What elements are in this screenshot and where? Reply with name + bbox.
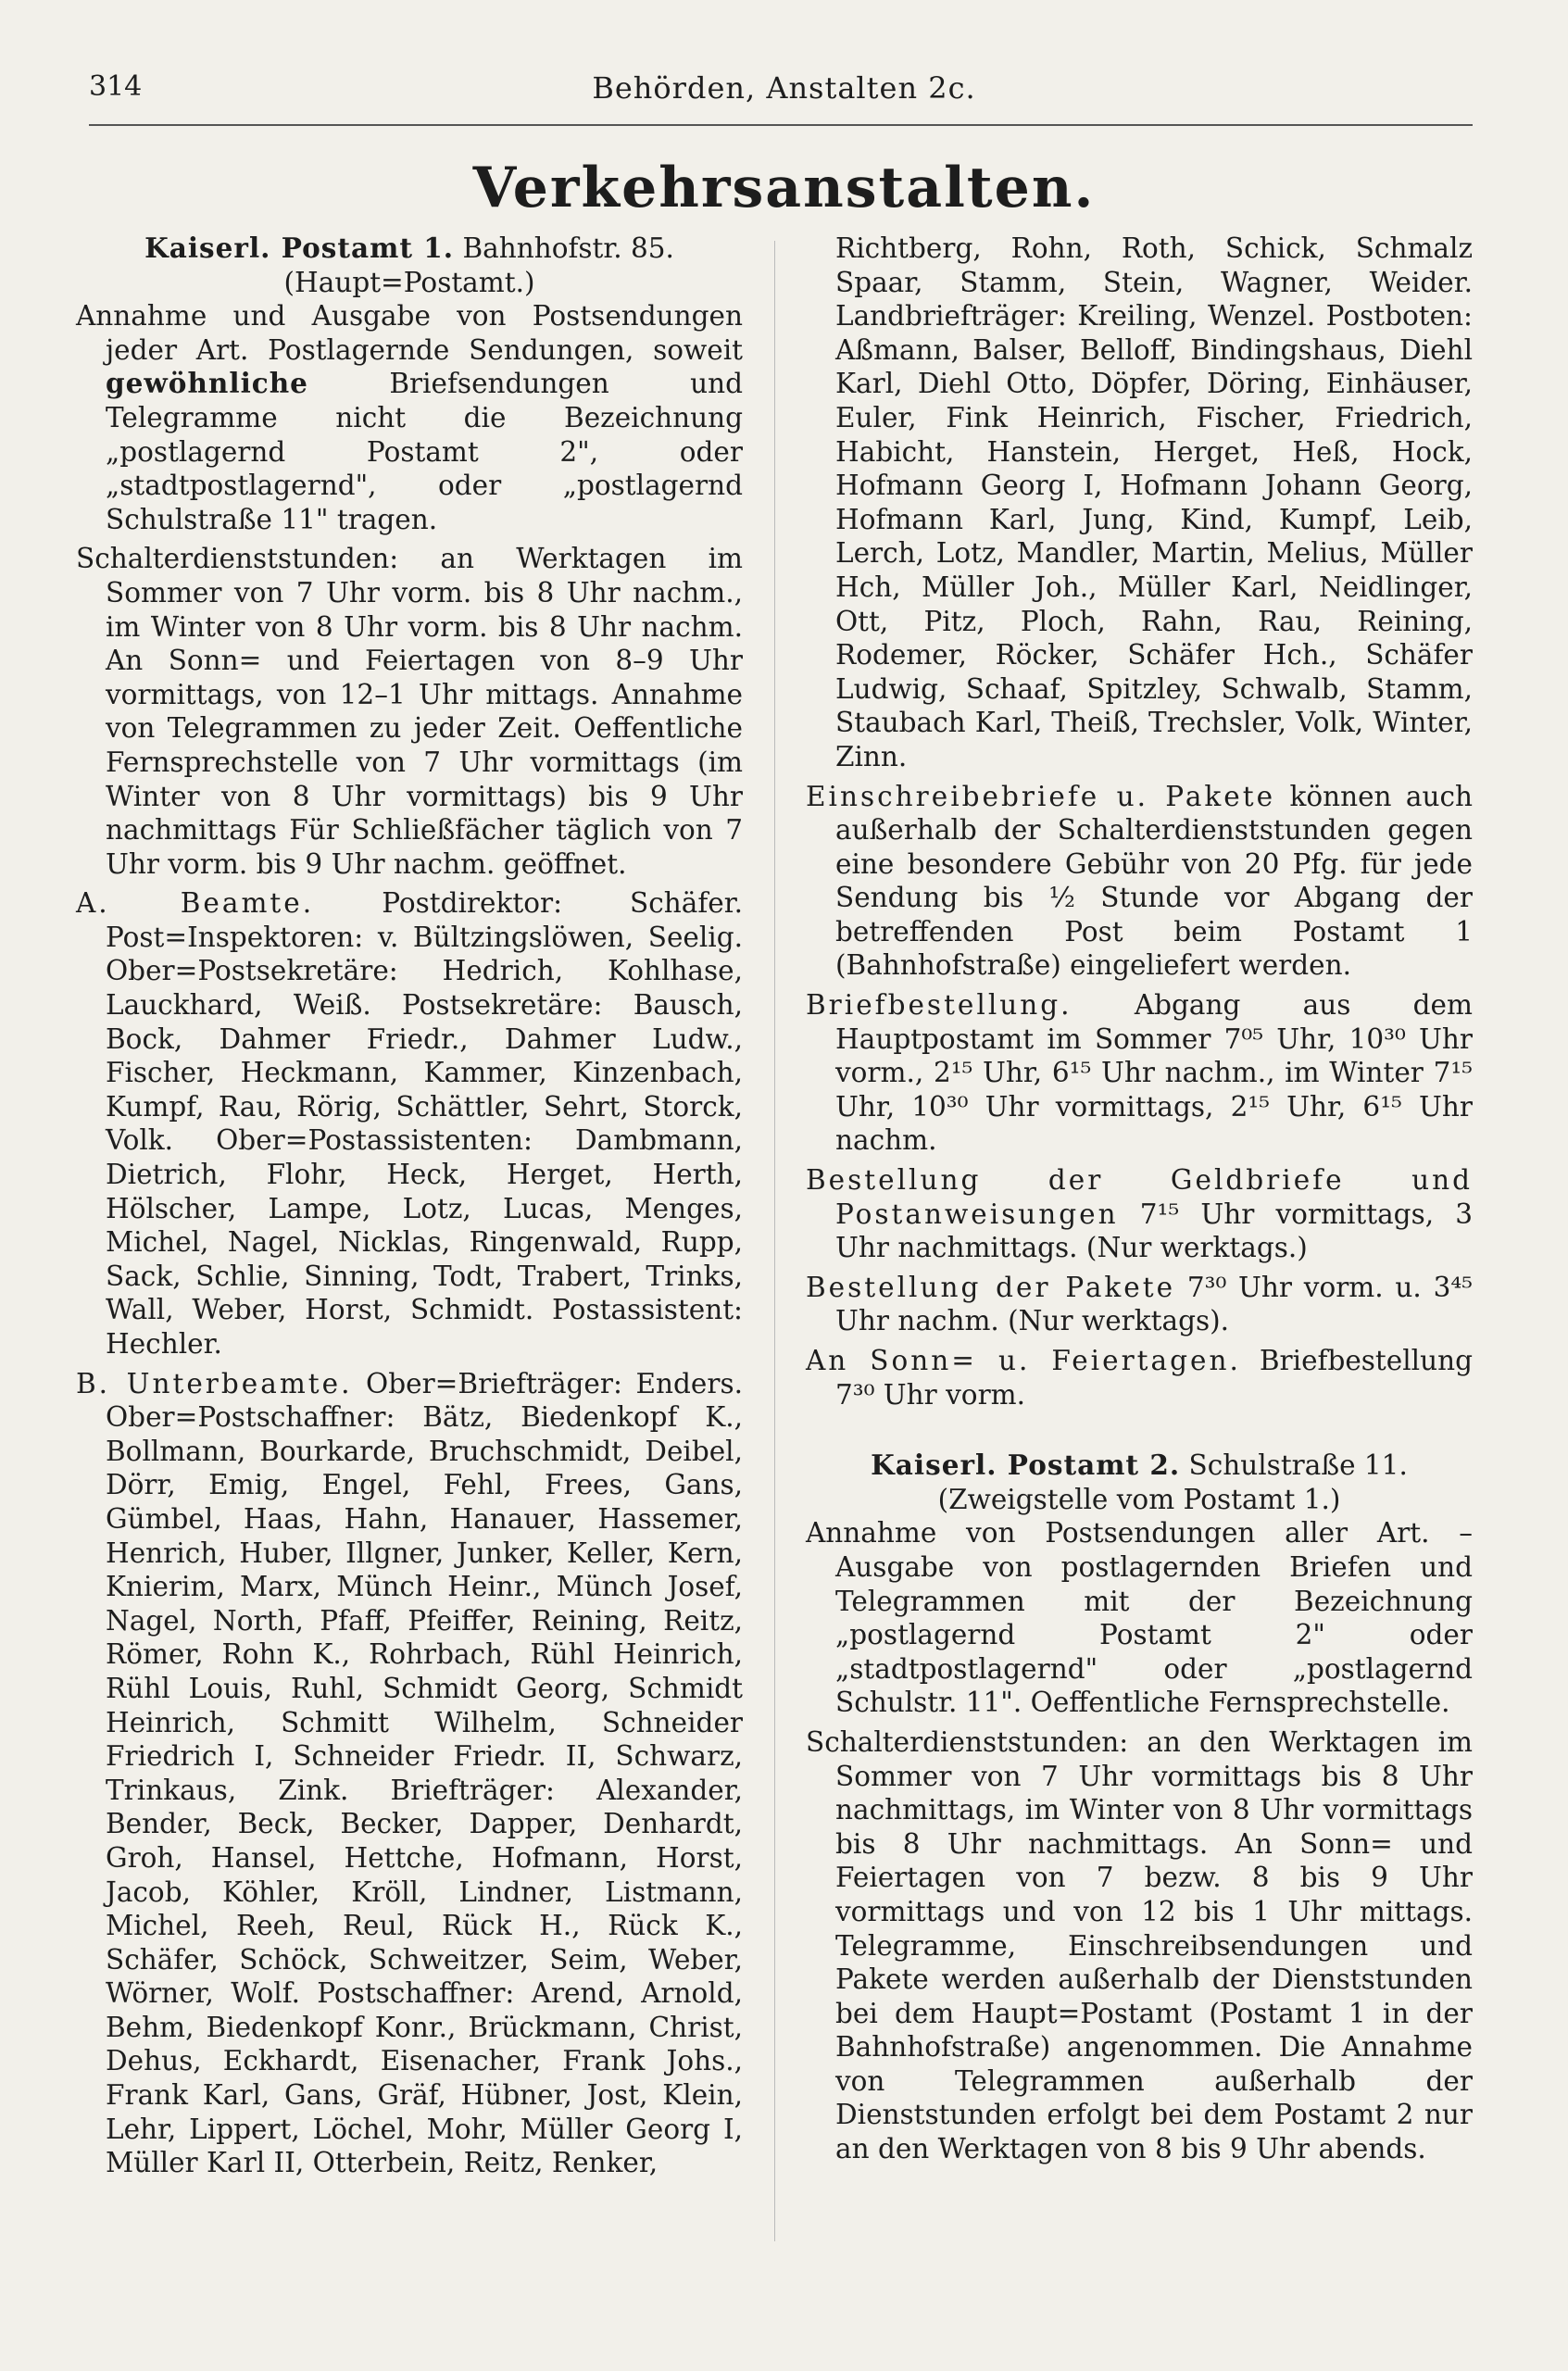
- postamt1-address: Bahnhofstr. 85.: [462, 232, 674, 264]
- postamt1-beamte: [76, 886, 743, 1361]
- einschreib-label: Einschreibebriefe u. Pakete: [806, 780, 1276, 812]
- sonntag-bestellung: [806, 1344, 1473, 1411]
- briefbestellung: [806, 988, 1473, 1158]
- postamt1-heading: [76, 232, 743, 266]
- postamt2-title: Kaiserl. Postamt 2.: [871, 1449, 1181, 1482]
- postamt1-annahme: [76, 299, 743, 536]
- sonntag-text: Briefbestellung 7³⁰ Uhr vorm.: [835, 1345, 1473, 1411]
- einschreib-text: können auch außerhalb der Schalterdienststunden gegen eine besondere Gebühr von 20 Pfg. für jede Sendung bis ½ Stunde vor Abgang der betreffenden Post beim Postamt 1 (Bahnhofstraße) eingeliefert werden.: [835, 780, 1473, 982]
- running-title: Behörden, Anstalten 2c.: [592, 70, 976, 106]
- einschreibebriefe: [806, 780, 1473, 984]
- pakete-text: 7³⁰ Uhr vorm. u. 3⁴⁵ Uhr nachm. (Nur werktags).: [835, 1271, 1473, 1337]
- unterbeamte-text: Ober=Briefträger: Enders. Ober=Postschaffner: Bätz, Biedenkopf K., Bollmann, Bourkarde, Bruchschmidt, Deibel, Dörr, Emig, Engel, Fehl, Frees, Gans, Gümbel, Haas, Hahn, Hanauer, Hassemer, Henrich, Huber, Illgner, Junker, Keller, Kern, Knierim, Marx, Münch Heinr., Münch Josef, Nagel, North, Pfaff, Pfeiffer, Reining, Reitz, Römer, Rohn K., Rohrbach, Rühl Heinrich, Rühl Louis, Ruhl, Schmidt Georg, Schmidt Heinrich, Schmitt Wilhelm, Schneider Friedrich I, Schneider Friedr. II, Schwarz, Trinkaus, Zink. Briefträger: Alexander, Bender, Beck, Becker, Dapper, Denhardt, Groh, Hansel, Hettche, Hofmann, Horst, Jacob, Köhler, Kröll, Lindner, Listmann, Michel, Reeh, Reul, Rück H., Rück K., Schäfer, Schöck, Schweitzer, Seim, Weber, Wörner, Wolf. Postschaffner: Arend, Arnold, Behm, Biedenkopf Konr., Brückmann, Christ, Dehus, Eckhardt, Eisenacher, Frank Johs., Frank Karl, Gans, Gräf, Hübner, Jost, Klein, Lehr, Lippert, Löchel, Mohr, Müller Georg I, Müller Karl II, Otterbein, Reitz, Renker,: [106, 1367, 743, 2179]
- postamt2-annahme: Annahme von Postsendungen aller Art. – Ausgabe von postlagernden Briefen und Telegrammen mit der Bezeichnung „postlagernd Postamt 2" oder „stadtpostlagernd" oder „postlagernd Schulstr. 11". Oeffentliche Fernsprechstelle.: [806, 1517, 1473, 1719]
- postamt1-schalter: Schalterdienststunden: an Werktagen im Sommer von 7 Uhr vorm. bis 8 Uhr nachm., im Winter von 8 Uhr vorm. bis 8 Uhr nachm. An Sonn= und Feiertagen von 8–9 Uhr vormittags, von 12–1 Uhr mittags. Annahme von Telegrammen zu jeder Zeit. Oeffentliche Fernsprechstelle von 7 Uhr vormittags (im Winter von 8 Uhr vormittags) bis 9 Uhr nachmittags Für Schließfächer täglich von 7 Uhr vorm. bis 9 Uhr nachm. geöffnet.: [76, 543, 743, 880]
- postamt1-unterbeamte: [76, 1367, 743, 2180]
- section-gap: [806, 1411, 1473, 1449]
- briefbest-label: Briefbestellung.: [806, 989, 1073, 1022]
- pakete-label: Bestellung der Pakete: [806, 1271, 1176, 1303]
- postamt2-heading: [806, 1449, 1473, 1483]
- beamte-text: Postdirektor: Schäfer. Post=Inspektoren: v. Bültzingslöwen, Seelig. Ober=Postsekretäre: Hedrich, Kohlhase, Lauckhard, Weiß. Postsekretäre: Bausch, Bock, Dahmer Friedr., Dahmer Ludw., Fischer, Heckmann, Kammer, Kinzenbach, Kumpf, Rau, Rörig, Schättler, Sehrt, Storck, Volk. Ober=Postassistenten: Dambmann, Dietrich, Flohr, Heck, Herget, Herth, Hölscher, Lampe, Lotz, Lucas, Menges, Michel, Nagel, Nicklas, Ringenwald, Rupp, Sack, Schlie, Sinning, Todt, Trabert, Trinks, Wall, Weber, Horst, Schmidt. Postassistent: Hechler.: [106, 887, 743, 1360]
- annahme-text-a: Annahme und Ausgabe von Postsendungen jeder Art. Postlagernde Sendungen, soweit: [76, 300, 743, 366]
- unterbeamte-label: B. Unterbeamte.: [76, 1367, 353, 1399]
- header-rule: [89, 124, 1473, 126]
- postamt1-subtitle: (Haupt=Postamt.): [283, 266, 535, 298]
- postamt1-title: Kaiserl. Postamt 1.: [144, 232, 455, 264]
- beamte-label: A. Beamte.: [76, 887, 315, 920]
- postamt2-schalter: Schalterdienststunden: an den Werktagen im Sommer von 7 Uhr vormittags bis 8 Uhr nachmittags, im Winter von 8 Uhr vormittags bis 8 Uhr nachmittags. An Sonn= und Feiertagen von 7 bezw. 8 bis 9 Uhr vormittags und von 12 bis 1 Uhr mittags. Telegramme, Einschreibsendungen und Pakete werden außerhalb der Dienststunden bei dem Haupt=Postamt (Postamt 1 in der Bahnhofstraße) angenommen. Die Annahme von Telegrammen außerhalb der Dienststunden erfolgt bei dem Postamt 2 nur an den Werktagen von 8 bis 9 Uhr abends.: [806, 1725, 1473, 2165]
- geldbrief-label: Bestellung der Geldbriefe und Postanweisungen: [806, 1164, 1473, 1230]
- sonntag-label: An Sonn= u. Feiertagen.: [806, 1345, 1241, 1376]
- geldbriefe-bestellung: [806, 1163, 1473, 1265]
- postamt2-address: Schulstraße 11.: [1188, 1449, 1408, 1482]
- column-divider: [774, 241, 775, 2241]
- annahme-text-b: Briefsendungen und Telegramme nicht die Bezeichnung „postlagernd Postamt 2", oder „stadtpostlagernd", oder „postlagernd Schulstraße 11" tragen.: [106, 368, 743, 535]
- page-number: 314: [89, 70, 143, 103]
- right-column: [806, 232, 1473, 2166]
- briefbest-text: Abgang aus dem Hauptpostamt im Sommer 7⁰⁵ Uhr, 10³⁰ Uhr vorm., 2¹⁵ Uhr, 6¹⁵ Uhr nachm., im Winter 7¹⁵ Uhr, 10³⁰ Uhr vormittags, 2¹⁵ Uhr, 6¹⁵ Uhr nachm.: [835, 989, 1473, 1157]
- section-title: Verkehrsanstalten.: [472, 156, 1096, 220]
- left-column: [76, 232, 743, 2180]
- annahme-bold: gewöhnliche: [106, 367, 308, 400]
- postamt2-subtitle: (Zweigstelle vom Postamt 1.): [937, 1483, 1341, 1515]
- geldbrief-text: 7¹⁵ Uhr vormittags, 3 Uhr nachmittags. (Nur werktags.): [835, 1198, 1473, 1264]
- unterbeamte-continued: Richtberg, Rohn, Roth, Schick, Schmalz Spaar, Stamm, Stein, Wagner, Weider. Landbriefträger: Kreiling, Wenzel. Postboten: Aßmann, Balser, Belloff, Bindingshaus, Diehl Karl, Diehl Otto, Döpfer, Döring, Einhäuser, Euler, Fink Heinrich, Fischer, Friedrich, Habicht, Hanstein, Herget, Heß, Hock, Hofmann Georg I, Hofmann Johann Georg, Hofmann Karl, Jung, Kind, Kumpf, Leib, Lerch, Lotz, Mandler, Martin, Melius, Müller Hch, Müller Joh., Müller Karl, Neidlinger, Ott, Pitz, Ploch, Rahn, Rau, Reining, Rodemer, Röcker, Schäfer Hch., Schäfer Ludwig, Schaaf, Spitzley, Schwalb, Stamm, Staubach Karl, Theiß, Trechsler, Volk, Winter, Zinn.: [835, 232, 1473, 772]
- pakete-bestellung: [806, 1271, 1473, 1338]
